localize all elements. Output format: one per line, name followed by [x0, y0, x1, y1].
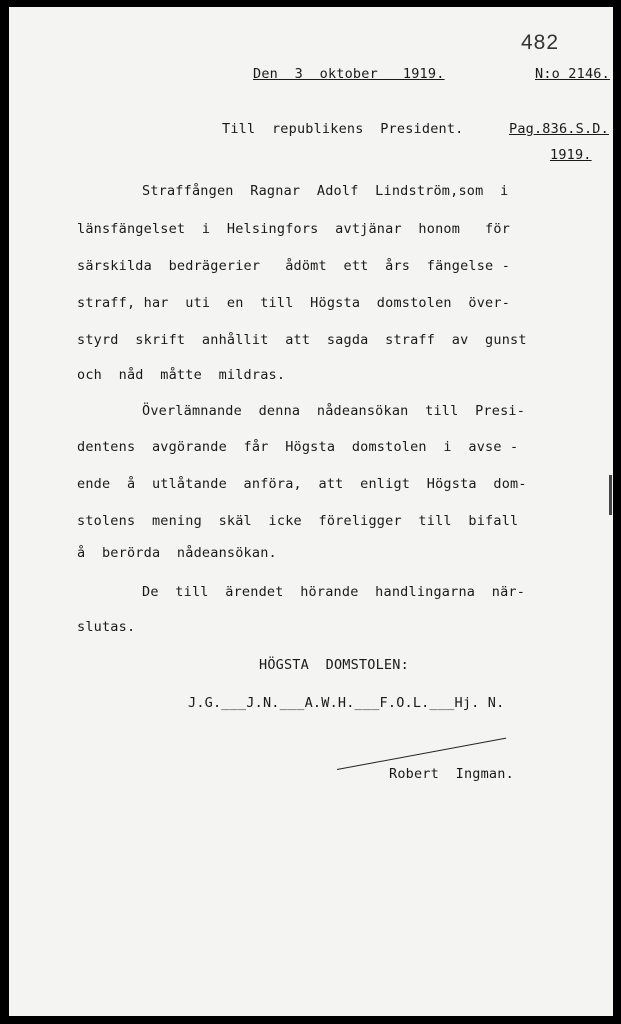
date-line: Den 3 oktober 1919.: [253, 66, 445, 82]
page-number: 482: [521, 31, 560, 54]
page-edge-mark: [609, 475, 612, 515]
addressee: Till republikens President.: [222, 121, 464, 137]
signer-name: Robert Ingman.: [389, 766, 514, 782]
document-page: [9, 7, 613, 1016]
body-line: ende å utlåtande anföra, att enligt Högsta dom-: [77, 476, 527, 492]
body-line: särskilda bedrägerier ådömt ett års fängelse -: [77, 258, 511, 274]
body-line: straff, har uti en till Högsta domstolen över-: [77, 295, 511, 311]
body-line: dentens avgörande får Högsta domstolen i avse -: [77, 439, 519, 455]
body-line: slutas.: [77, 619, 136, 635]
body-line: stolens mening skäl icke föreligger till bifall: [77, 513, 519, 529]
body-line: De till ärendet hörande handlingarna när-: [142, 584, 526, 600]
body-line: å berörda nådeansökan.: [77, 545, 277, 561]
pag-year: 1919.: [550, 147, 592, 163]
pag-reference: Pag.836.S.D.: [509, 121, 609, 137]
court-name: HÖGSTA DOMSTOLEN:: [259, 657, 409, 673]
judge-initials: J.G.___J.N.___A.W.H.___F.O.L.___Hj. N.: [188, 695, 505, 711]
body-line: Överlämnande denna nådeansökan till Presi-: [142, 403, 526, 419]
body-line: länsfängelset i Helsingfors avtjänar honom för: [77, 221, 511, 237]
body-line: styrd skrift anhållit att sagda straff av gunst: [77, 332, 527, 348]
body-line: och nåd måtte mildras.: [77, 367, 286, 383]
body-line: Straffången Ragnar Adolf Lindström,som i: [142, 183, 509, 199]
reference-number: N:o 2146.: [535, 66, 610, 82]
